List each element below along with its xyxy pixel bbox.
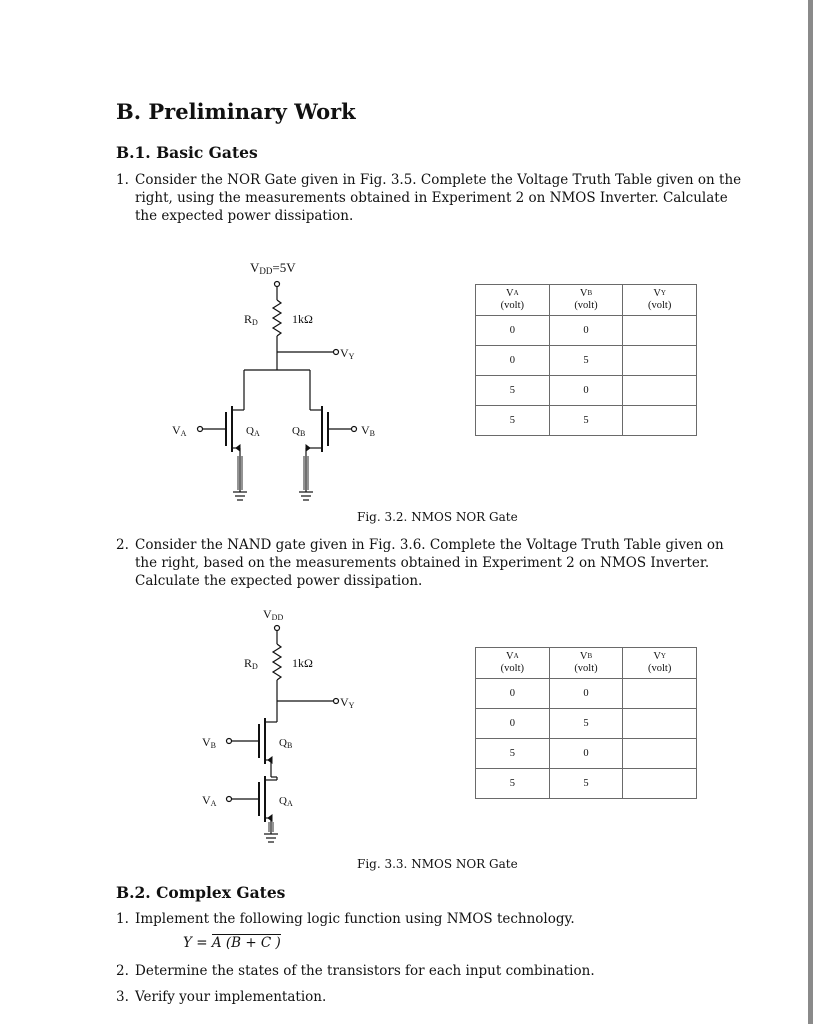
- fig1-caption: Fig. 3.2. NMOS NOR Gate: [357, 510, 518, 524]
- qb-label-2: QB: [279, 737, 293, 750]
- vy-label: VY: [340, 346, 355, 361]
- nand-table-cell: 0: [476, 709, 550, 739]
- nand-table-vy-cell[interactable]: [623, 709, 697, 739]
- heading-basic-gates: B.1. Basic Gates: [116, 143, 258, 162]
- nand-table-vy-cell[interactable]: [623, 679, 697, 709]
- nor-table-header-cell: $V_B$ (volt): [549, 285, 623, 316]
- nand-table-vy-cell[interactable]: [623, 769, 697, 799]
- question-2-number: 2.: [116, 537, 129, 553]
- nand-truth-table: [475, 647, 697, 799]
- complex-item-1-text: Implement the following logic function using NMOS technology.: [135, 911, 575, 927]
- logic-formula: [183, 935, 281, 951]
- nor-table-cell: 0: [549, 316, 623, 346]
- qa-label: QA: [246, 425, 260, 438]
- nor-table-cell: 5: [549, 406, 623, 436]
- vy-label-2: VY: [340, 695, 355, 710]
- rd-label-2: RD: [244, 656, 258, 671]
- va-label-2: VA: [202, 793, 217, 808]
- vb-label: VB: [361, 423, 376, 438]
- nand-table-header-cell: $V_A$ (volt): [476, 648, 550, 679]
- nand-table-row: [476, 709, 697, 739]
- nand-table-cell: 5: [476, 769, 550, 799]
- vy-terminal-2: [334, 699, 339, 704]
- nand-table-cell: 0: [549, 739, 623, 769]
- complex-item-2-number: 2.: [116, 963, 129, 979]
- vdd-terminal-2: [275, 626, 280, 631]
- nand-table-cell: 0: [549, 679, 623, 709]
- complex-item-2: [116, 962, 746, 980]
- nand-table-header-cell: $V_B$ (volt): [549, 648, 623, 679]
- nor-table-header-cell: $V_A$ (volt): [476, 285, 550, 316]
- va-terminal-2: [227, 797, 232, 802]
- complex-item-3-number: 3.: [116, 989, 129, 1005]
- question-1-number: 1.: [116, 172, 129, 188]
- complex-item-3: [116, 988, 746, 1006]
- nand-table-row: [476, 679, 697, 709]
- nand-table-cell: 5: [549, 769, 623, 799]
- complex-item-1: [116, 910, 746, 928]
- nor-table-cell: 5: [476, 406, 550, 436]
- section-title: B. Preliminary Work: [116, 99, 356, 124]
- complex-item-1-number: 1.: [116, 911, 129, 927]
- qa-label-2: QA: [279, 795, 293, 808]
- nand-table-header-cell: $V_Y$ (volt): [623, 648, 697, 679]
- vdd-label: VDD=5V: [250, 260, 296, 276]
- complex-item-2-text: Determine the states of the transistors for each input combination.: [135, 963, 595, 979]
- nand-truth-table-body: [476, 648, 697, 799]
- resistor-value-2: 1kΩ: [292, 656, 313, 670]
- complex-item-3-text: Verify your implementation.: [135, 989, 327, 1005]
- va-label: VA: [172, 423, 187, 438]
- nor-table-cell: 0: [476, 346, 550, 376]
- nand-table-row: [476, 739, 697, 769]
- nor-table-cell: 5: [549, 346, 623, 376]
- nand-table-cell: 5: [549, 709, 623, 739]
- resistor-rd-2: [273, 644, 281, 680]
- vdd-label-2: VDD: [263, 607, 284, 622]
- nor-table-cell: 0: [476, 316, 550, 346]
- question-2-text: Consider the NAND gate given in Fig. 3.6. Complete the Voltage Truth Table given on the right, based on the measurements obtained in Experiment 2 on NMOS Inverter. Calculate the expected power dissipation.: [135, 537, 724, 589]
- qb-label: QB: [292, 425, 306, 438]
- nor-table-cell: 0: [549, 376, 623, 406]
- nand-table-cell: 0: [476, 679, 550, 709]
- nor-table-cell: 5: [476, 376, 550, 406]
- resistor-value: 1kΩ: [292, 312, 313, 326]
- formula-lhs: Y =: [183, 935, 212, 951]
- nor-table-header-cell: $V_Y$ (volt): [623, 285, 697, 316]
- nand-table-row: [476, 769, 697, 799]
- nand-table-cell: 5: [476, 739, 550, 769]
- rd-label: RD: [244, 312, 258, 327]
- question-1-text: Consider the NOR Gate given in Fig. 3.5. Complete the Voltage Truth Table given on the right, using the measurements obtained in Experiment 2 on NMOS Inverter. Calculate the expected power dissipation.: [135, 172, 742, 224]
- fig2-caption: Fig. 3.3. NMOS NOR Gate: [357, 857, 518, 871]
- nand-table-vy-cell[interactable]: [623, 739, 697, 769]
- vb-label-2: VB: [202, 735, 217, 750]
- vb-terminal-2: [227, 739, 232, 744]
- formula-expression: A (B + C ): [211, 935, 281, 951]
- nand-table-header-row: [476, 648, 697, 679]
- heading-complex-gates: B.2. Complex Gates: [116, 883, 286, 902]
